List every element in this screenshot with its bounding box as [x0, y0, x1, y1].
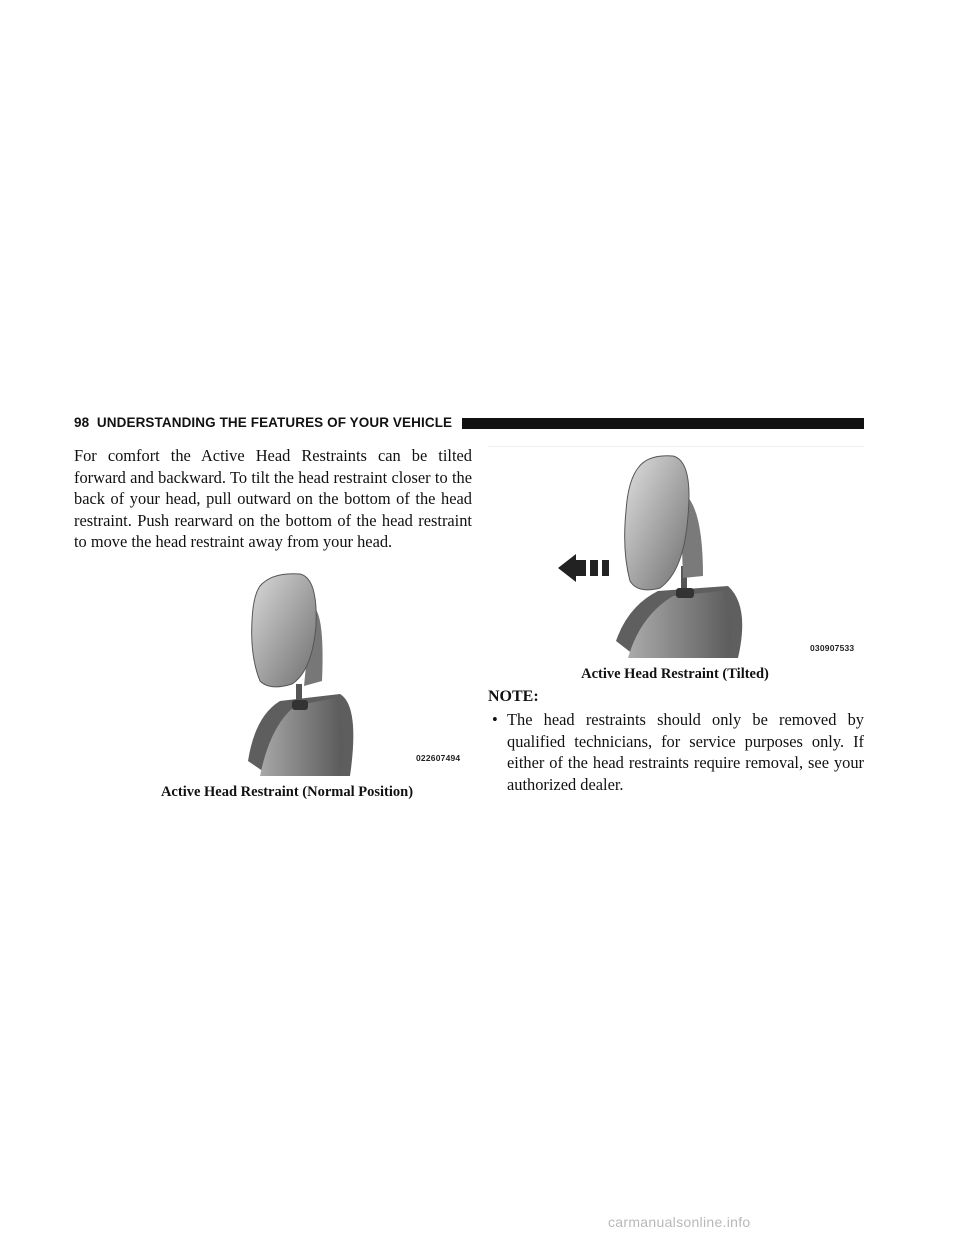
bullet-marker: •	[492, 710, 498, 729]
section-title: UNDERSTANDING THE FEATURES OF YOUR VEHICLE	[96, 415, 453, 430]
note-text: The head restraints should only be removed by qualified technicians, for service purposes only. If either of the head restraints require removal, see your authorized dealer.	[507, 710, 864, 794]
head-restraint-tilted-illustration	[488, 446, 864, 658]
figure-normal-position	[200, 566, 472, 776]
arrow-left-icon	[558, 554, 576, 582]
figure-code: 030907533	[810, 643, 855, 653]
figure-tilted	[488, 446, 864, 658]
head-restraint-normal-illustration	[200, 566, 472, 776]
note-item	[488, 709, 864, 795]
header-rule	[462, 418, 864, 429]
page-number: 98	[74, 415, 90, 430]
header-text	[74, 415, 452, 430]
figure-code: 022607494	[416, 753, 461, 763]
figure-caption: Active Head Restraint (Tilted)	[581, 666, 769, 682]
note-heading: NOTE:	[488, 688, 539, 705]
watermark: carmanualsonline.info	[608, 1214, 751, 1230]
figure-caption: Active Head Restraint (Normal Position)	[160, 784, 414, 800]
page-header	[74, 413, 864, 437]
left-column	[74, 445, 472, 553]
note-list	[488, 709, 864, 795]
body-paragraph: For comfort the Active Head Restraints can be tilted forward and backward. To tilt the head restraint closer to the back of your head, pull outward on the bottom of the head restraint. Push rearward on the bottom of the head restraint to move the head restraint away from your head.	[74, 446, 472, 552]
